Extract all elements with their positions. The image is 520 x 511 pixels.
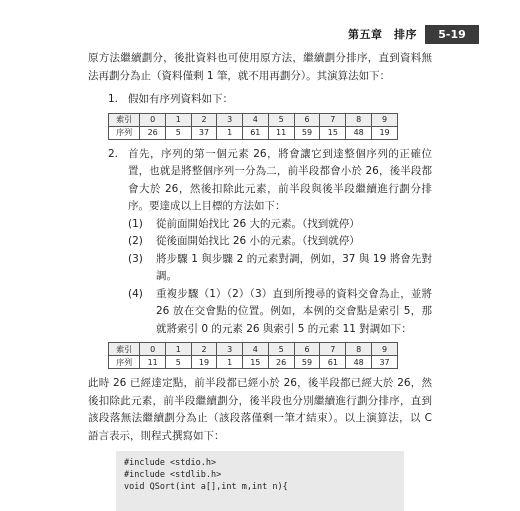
table-cell: 5	[268, 113, 294, 126]
table-cell: 0	[140, 113, 166, 126]
table-cell: 2	[191, 113, 217, 126]
code-line: #include <stdio.h>	[124, 458, 217, 468]
table-row	[109, 113, 398, 126]
sub-step-number: (4)	[128, 287, 143, 300]
table-cell: 26	[268, 356, 294, 369]
page-number: 5-19	[425, 25, 479, 44]
table-cell: 5	[166, 126, 191, 139]
table-cell: 7	[320, 113, 346, 126]
table-cell: 1	[217, 356, 242, 369]
row-label: 序列	[109, 126, 140, 139]
table-cell: 1	[166, 343, 191, 356]
page-content	[88, 50, 432, 511]
sub-step-text: 重複步驟（1）（2）（3）直到所搜尋的資料交會為止，並將 26 放在交會點的位置。例如，本例的交會點是索引 5，那就將索引 0 的元素 26 與索引 5 的元素 11 對調如下：	[156, 287, 432, 335]
table-cell: 61	[320, 356, 346, 369]
table-cell: 4	[242, 343, 268, 356]
table-cell: 5	[268, 343, 294, 356]
row-label: 索引	[109, 343, 140, 356]
table-cell: 26	[140, 126, 166, 139]
row-label: 序列	[109, 356, 140, 369]
sub-step-1	[88, 216, 432, 234]
table-cell: 8	[346, 113, 372, 126]
code-line: void QSort(int a[],int m,int n){	[124, 482, 288, 492]
table-cell: 15	[242, 356, 268, 369]
page-header	[348, 22, 479, 46]
step-2	[88, 146, 432, 216]
sub-step-number: (2)	[128, 235, 143, 247]
sub-step-2	[88, 233, 432, 251]
intro-paragraph: 原方法繼續劃分，後批資料也可使用原方法，繼續劃分排序，直到資料無法再劃分為止（資料僅剩 1 筆，就不用再劃分）。其演算法如下：	[88, 52, 432, 82]
outro-paragraph: 此時 26 已經達定點，前半段都已經小於 26，後半段都已經大於 26，然後扣除此元素，前半段繼續劃分，後半段也分別繼續進行劃分排序，直到該段落無法繼續劃分為止（該段落僅剩一筆才結束）。以上演算法，以 C 語言表示，則程式撰寫如下：	[88, 377, 432, 442]
sub-step-4	[88, 286, 432, 339]
table-cell: 11	[140, 356, 166, 369]
step-2-number: 2.	[108, 147, 119, 160]
table-cell: 4	[242, 113, 268, 126]
table-cell: 3	[217, 113, 242, 126]
sub-step-text: 將步驟 1 與步驟 2 的元素對調，例如，37 與 19 將會先對調。	[156, 252, 432, 282]
step-1-text: 假如有序列資料如下：	[128, 93, 233, 105]
table-cell: 11	[268, 126, 294, 139]
table-cell: 59	[294, 126, 320, 139]
chapter-title: 第五章 排序	[348, 28, 417, 41]
table-cell: 0	[140, 343, 166, 356]
step-2-text: 首先，序列的第一個元素 26，將會讓它到達整個序列的正確位置，也就是將整個序列一分為二，前半段都會小於 26，後半段都會大於 26，然後扣除此元素，前半段與後半段繼續進行劃分排序。要達成以上目標的方法如下：	[128, 147, 432, 212]
table-cell: 6	[294, 343, 320, 356]
table-cell: 37	[191, 126, 217, 139]
table-cell: 7	[320, 343, 346, 356]
table-cell: 9	[372, 343, 398, 356]
table-cell: 61	[242, 126, 268, 139]
sub-step-number: (3)	[128, 252, 143, 265]
table-cell: 3	[217, 343, 242, 356]
table-cell: 15	[320, 126, 346, 139]
table-cell: 2	[191, 343, 217, 356]
code-line: #include <stdlib.h>	[124, 470, 222, 480]
sub-step-number: (1)	[128, 217, 143, 230]
step-1	[88, 91, 432, 109]
table-cell: 6	[294, 113, 320, 126]
table-cell: 48	[346, 126, 372, 139]
row-label: 索引	[109, 113, 140, 126]
table-row	[109, 126, 398, 139]
table-cell: 9	[372, 113, 398, 126]
table-cell: 1	[217, 126, 242, 139]
sequence-table-swapped	[108, 342, 398, 369]
table-row	[109, 343, 398, 356]
table-cell: 8	[346, 343, 372, 356]
table-cell: 37	[372, 356, 398, 369]
table-row	[109, 356, 398, 369]
sub-step-text: 從後面開始找比 26 小的元素。（找到就停）	[156, 235, 360, 247]
table-cell: 5	[166, 356, 191, 369]
table-cell: 19	[191, 356, 217, 369]
sub-step-text: 從前面開始找比 26 大的元素。（找到就停）	[156, 217, 360, 230]
sequence-table-initial	[108, 113, 398, 140]
table-cell: 1	[166, 113, 191, 126]
code-block	[116, 451, 404, 511]
sub-step-3	[88, 251, 432, 286]
step-1-number: 1.	[108, 93, 119, 105]
table-cell: 48	[346, 356, 372, 369]
table-cell: 19	[372, 126, 398, 139]
table-cell: 59	[294, 356, 320, 369]
